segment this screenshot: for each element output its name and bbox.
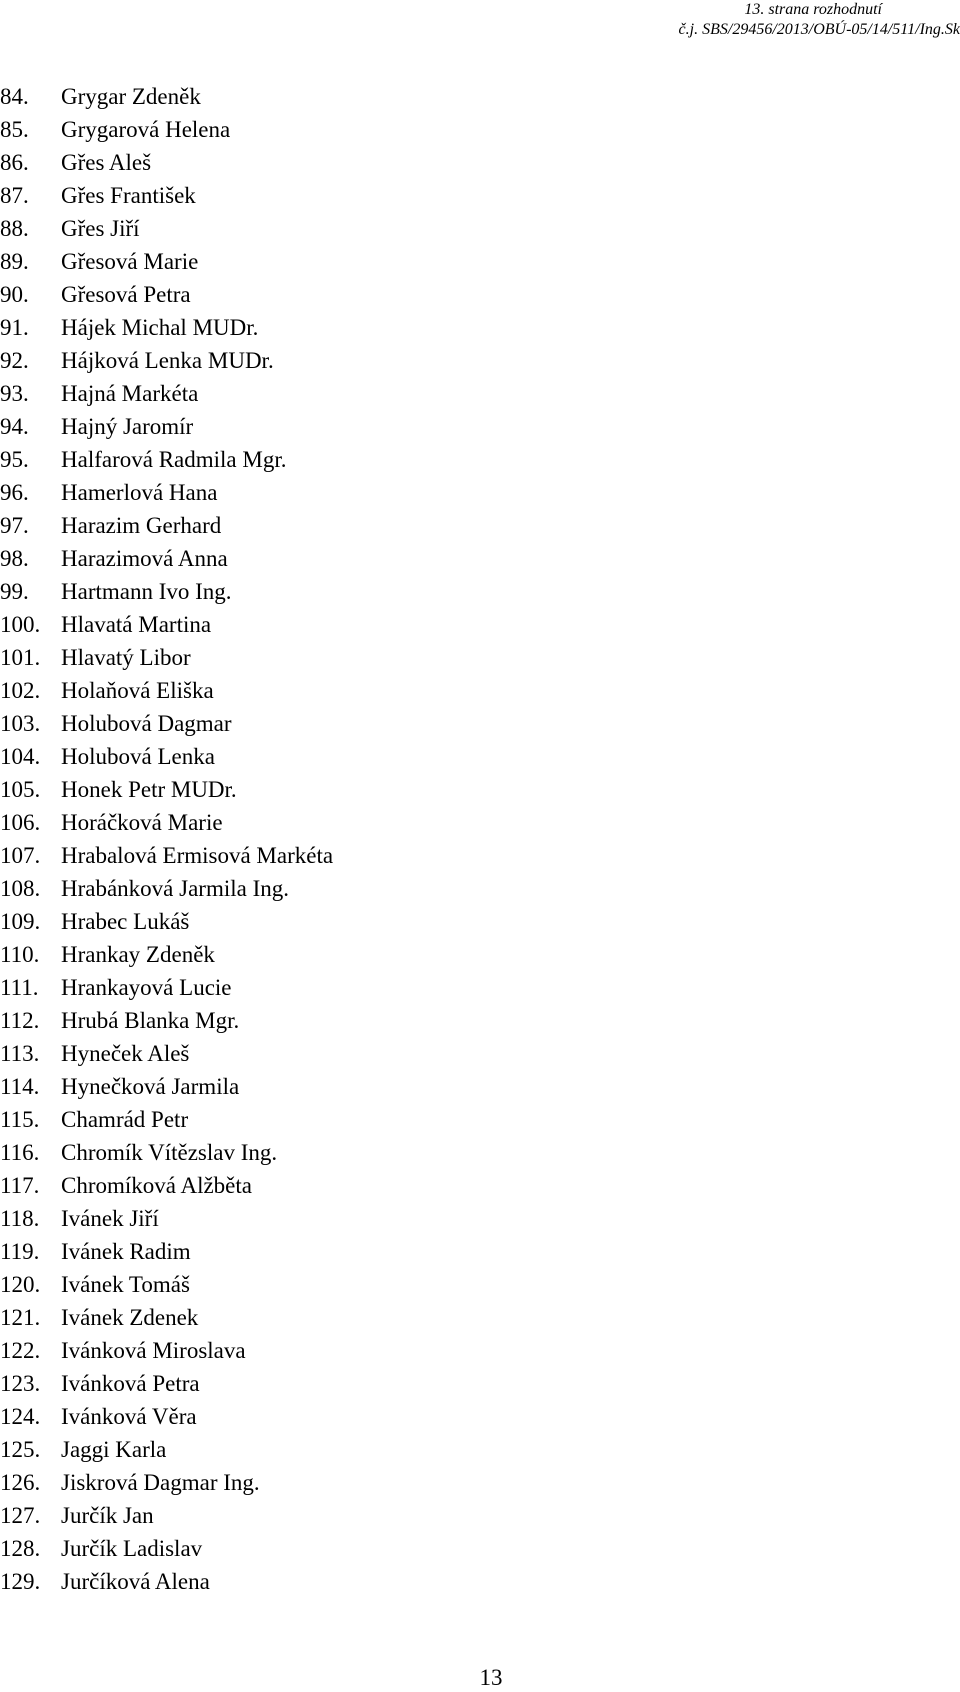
list-item xyxy=(0,542,333,575)
list-item xyxy=(0,1235,333,1268)
list-item xyxy=(0,1103,333,1136)
list-item xyxy=(0,1202,333,1235)
list-item xyxy=(0,872,333,905)
item-name: Honek Petr MUDr. xyxy=(61,777,237,802)
list-item xyxy=(0,1004,333,1037)
list-item xyxy=(0,707,333,740)
item-name: Hyneček Aleš xyxy=(61,1041,190,1066)
item-number: 109. xyxy=(0,909,41,934)
item-name: Jurčík Jan xyxy=(61,1503,154,1528)
item-number: 129. xyxy=(0,1569,41,1594)
list-item xyxy=(0,377,333,410)
item-number: 95. xyxy=(0,447,29,472)
list-item xyxy=(0,1169,333,1202)
item-number: 99. xyxy=(0,579,29,604)
item-name: Jaggi Karla xyxy=(61,1437,167,1462)
item-name: Jiskrová Dagmar Ing. xyxy=(61,1470,260,1495)
item-number: 94. xyxy=(0,414,29,439)
item-name: Grygarová Helena xyxy=(61,117,231,142)
list-item xyxy=(0,971,333,1004)
item-name: Hrabalová Ermisová Markéta xyxy=(61,843,334,868)
list-item xyxy=(0,674,333,707)
item-number: 101. xyxy=(0,645,41,670)
item-number: 102. xyxy=(0,678,41,703)
list-item xyxy=(0,905,333,938)
item-name: Hrankayová Lucie xyxy=(61,975,232,1000)
list-item xyxy=(0,773,333,806)
item-number: 98. xyxy=(0,546,29,571)
list-item xyxy=(0,410,333,443)
list-item xyxy=(0,1070,333,1103)
item-name: Grygar Zdeněk xyxy=(61,84,201,109)
name-list xyxy=(0,80,333,1598)
item-name: Hajná Markéta xyxy=(61,381,199,406)
item-number: 119. xyxy=(0,1239,40,1264)
list-item xyxy=(0,1532,333,1565)
item-name: Hajný Jaromír xyxy=(61,414,194,439)
item-number: 121. xyxy=(0,1305,41,1330)
item-number: 105. xyxy=(0,777,41,802)
item-number: 128. xyxy=(0,1536,41,1561)
item-name: Ivánková Petra xyxy=(61,1371,200,1396)
item-name: Ivánek Radim xyxy=(61,1239,191,1264)
item-number: 92. xyxy=(0,348,29,373)
item-name: Hynečková Jarmila xyxy=(61,1074,240,1099)
item-name: Gřesová Marie xyxy=(61,249,199,274)
item-number: 93. xyxy=(0,381,29,406)
item-name: Jurčíková Alena xyxy=(61,1569,210,1594)
item-number: 89. xyxy=(0,249,29,274)
item-number: 107. xyxy=(0,843,41,868)
list-item xyxy=(0,641,333,674)
item-number: 106. xyxy=(0,810,41,835)
list-item xyxy=(0,80,333,113)
list-item xyxy=(0,1268,333,1301)
item-number: 85. xyxy=(0,117,29,142)
item-name: Gřes Aleš xyxy=(61,150,152,175)
item-name: Hrabec Lukáš xyxy=(61,909,190,934)
item-name: Hrankay Zdeněk xyxy=(61,942,215,967)
item-name: Ivánek Zdenek xyxy=(61,1305,199,1330)
item-name: Jurčík Ladislav xyxy=(61,1536,203,1561)
item-name: Hájek Michal MUDr. xyxy=(61,315,259,340)
list-item xyxy=(0,509,333,542)
list-item xyxy=(0,146,333,179)
item-number: 104. xyxy=(0,744,41,769)
list-item xyxy=(0,476,333,509)
page-number: 13 xyxy=(479,1665,503,1690)
item-number: 126. xyxy=(0,1470,41,1495)
item-number: 97. xyxy=(0,513,29,538)
list-item xyxy=(0,179,333,212)
list-item xyxy=(0,245,333,278)
item-number: 116. xyxy=(0,1140,40,1165)
list-item xyxy=(0,1466,333,1499)
item-number: 125. xyxy=(0,1437,41,1462)
item-number: 115. xyxy=(0,1107,40,1132)
item-name: Hartmann Ivo Ing. xyxy=(61,579,232,604)
list-item xyxy=(0,113,333,146)
item-number: 87. xyxy=(0,183,29,208)
item-number: 122. xyxy=(0,1338,41,1363)
item-number: 90. xyxy=(0,282,29,307)
item-number: 118. xyxy=(0,1206,40,1231)
list-item xyxy=(0,344,333,377)
list-item xyxy=(0,1499,333,1532)
list-item xyxy=(0,1433,333,1466)
list-item xyxy=(0,1334,333,1367)
item-number: 111. xyxy=(0,975,39,1000)
item-name: Horáčková Marie xyxy=(61,810,223,835)
item-number: 113. xyxy=(0,1041,40,1066)
item-name: Hamerlová Hana xyxy=(61,480,218,505)
page-footer xyxy=(0,1666,960,1690)
item-name: Hrabánková Jarmila Ing. xyxy=(61,876,290,901)
item-name: Ivánková Miroslava xyxy=(61,1338,246,1363)
item-number: 100. xyxy=(0,612,41,637)
item-name: Holubová Dagmar xyxy=(61,711,232,736)
list-item xyxy=(0,278,333,311)
list-item xyxy=(0,1037,333,1070)
item-number: 124. xyxy=(0,1404,41,1429)
item-number: 84. xyxy=(0,84,29,109)
list-item xyxy=(0,311,333,344)
item-number: 114. xyxy=(0,1074,40,1099)
list-item xyxy=(0,575,333,608)
item-name: Harazim Gerhard xyxy=(61,513,222,538)
item-number: 117. xyxy=(0,1173,40,1198)
reference-number: č.j. SBS/29456/2013/OBÚ-05/14/511/Ing.Sk xyxy=(678,21,960,38)
list-item xyxy=(0,608,333,641)
list-item xyxy=(0,839,333,872)
list-item xyxy=(0,1136,333,1169)
item-name: Holubová Lenka xyxy=(61,744,215,769)
item-number: 123. xyxy=(0,1371,41,1396)
item-number: 103. xyxy=(0,711,41,736)
item-name: Ivánková Věra xyxy=(61,1404,197,1429)
item-name: Chromík Vítězslav Ing. xyxy=(61,1140,278,1165)
item-name: Hlavatý Libor xyxy=(61,645,191,670)
item-name: Gřesová Petra xyxy=(61,282,191,307)
item-number: 96. xyxy=(0,480,29,505)
item-name: Chamrád Petr xyxy=(61,1107,189,1132)
item-number: 91. xyxy=(0,315,29,340)
list-item xyxy=(0,1301,333,1334)
item-name: Chromíková Alžběta xyxy=(61,1173,252,1198)
item-name: Harazimová Anna xyxy=(61,546,228,571)
item-name: Gřes František xyxy=(61,183,196,208)
item-name: Holaňová Eliška xyxy=(61,678,214,703)
item-name: Ivánek Tomáš xyxy=(61,1272,190,1297)
item-number: 110. xyxy=(0,942,40,967)
item-name: Hájková Lenka MUDr. xyxy=(61,348,274,373)
list-item xyxy=(0,740,333,773)
item-number: 127. xyxy=(0,1503,41,1528)
item-name: Halfarová Radmila Mgr. xyxy=(61,447,287,472)
item-number: 120. xyxy=(0,1272,41,1297)
list-item xyxy=(0,443,333,476)
list-item xyxy=(0,1565,333,1598)
list-item xyxy=(0,1400,333,1433)
item-name: Ivánek Jiří xyxy=(61,1206,159,1231)
item-number: 86. xyxy=(0,150,29,175)
list-item xyxy=(0,806,333,839)
page-label: 13. strana rozhodnutí xyxy=(744,1,882,18)
list-item xyxy=(0,1367,333,1400)
item-name: Gřes Jiří xyxy=(61,216,140,241)
item-number: 88. xyxy=(0,216,29,241)
item-name: Hlavatá Martina xyxy=(61,612,212,637)
item-number: 108. xyxy=(0,876,41,901)
list-item xyxy=(0,938,333,971)
item-name: Hrubá Blanka Mgr. xyxy=(61,1008,240,1033)
item-number: 112. xyxy=(0,1008,40,1033)
list-item xyxy=(0,212,333,245)
